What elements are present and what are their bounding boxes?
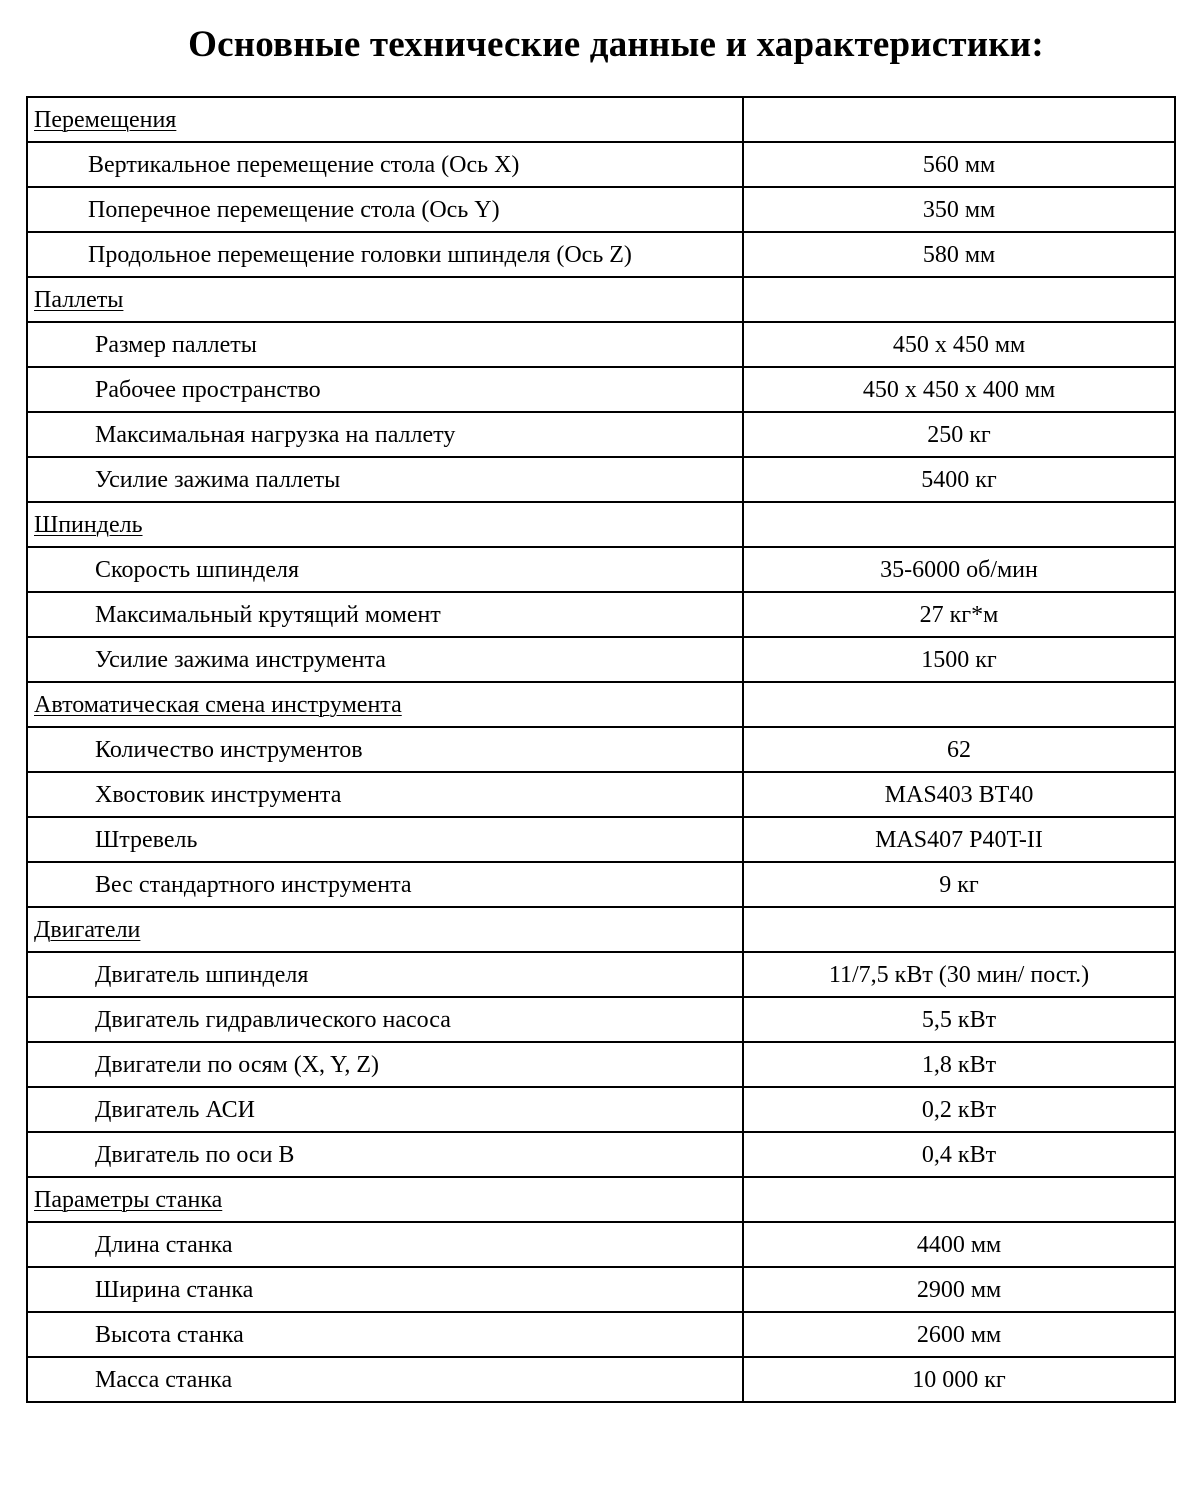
section-heading-cell — [27, 907, 743, 952]
table-row — [27, 637, 1175, 682]
table-row — [27, 322, 1175, 367]
section-heading-cell — [27, 682, 743, 727]
table-row — [27, 1042, 1175, 1087]
parameter-label: Вертикальное перемещение стола (Ось X) — [27, 142, 743, 187]
parameter-value: 4400 мм — [743, 1222, 1175, 1267]
parameter-label: Количество инструментов — [27, 727, 743, 772]
parameter-value: 5400 кг — [743, 457, 1175, 502]
section-row — [27, 502, 1175, 547]
section-heading-cell — [27, 277, 743, 322]
parameter-label: Максимальный крутящий момент — [27, 592, 743, 637]
parameter-label: Двигатели по осям (X, Y, Z) — [27, 1042, 743, 1087]
table-row — [27, 457, 1175, 502]
parameter-label: Двигатель АСИ — [27, 1087, 743, 1132]
parameter-value: 62 — [743, 727, 1175, 772]
specifications-table — [26, 96, 1176, 1403]
table-row — [27, 1357, 1175, 1402]
table-row — [27, 772, 1175, 817]
section-row — [27, 97, 1175, 142]
parameter-value: 27 кг*м — [743, 592, 1175, 637]
parameter-label: Двигатель гидравлического насоса — [27, 997, 743, 1042]
section-empty-value-cell — [743, 277, 1175, 322]
parameter-label: Размер паллеты — [27, 322, 743, 367]
table-row — [27, 1267, 1175, 1312]
parameter-value: MAS407 P40T-II — [743, 817, 1175, 862]
section-heading: Шпиндель — [34, 511, 143, 538]
parameter-value: 11/7,5 кВт (30 мин/ пост.) — [743, 952, 1175, 997]
section-heading: Двигатели — [34, 916, 141, 943]
parameter-label: Поперечное перемещение стола (Ось Y) — [27, 187, 743, 232]
parameter-value: 450 х 450 мм — [743, 322, 1175, 367]
parameter-label: Рабочее пространство — [27, 367, 743, 412]
parameter-value: 5,5 кВт — [743, 997, 1175, 1042]
table-row — [27, 142, 1175, 187]
parameter-label: Усилие зажима инструмента — [27, 637, 743, 682]
parameter-label: Ширина станка — [27, 1267, 743, 1312]
table-row — [27, 1132, 1175, 1177]
table-row — [27, 547, 1175, 592]
table-row — [27, 367, 1175, 412]
specifications-table-body — [27, 97, 1175, 1402]
section-row — [27, 1177, 1175, 1222]
parameter-value: 250 кг — [743, 412, 1175, 457]
parameter-value: 0,2 кВт — [743, 1087, 1175, 1132]
section-empty-value-cell — [743, 907, 1175, 952]
parameter-value: 450 х 450 х 400 мм — [743, 367, 1175, 412]
section-empty-value-cell — [743, 1177, 1175, 1222]
parameter-label: Масса станка — [27, 1357, 743, 1402]
table-row — [27, 862, 1175, 907]
parameter-label: Хвостовик инструмента — [27, 772, 743, 817]
parameter-label: Штревель — [27, 817, 743, 862]
section-heading-cell — [27, 1177, 743, 1222]
parameter-label: Длина станка — [27, 1222, 743, 1267]
parameter-label: Продольное перемещение головки шпинделя (Ось Z) — [27, 232, 743, 277]
parameter-label: Двигатель по оси В — [27, 1132, 743, 1177]
parameter-label: Двигатель шпинделя — [27, 952, 743, 997]
table-row — [27, 1087, 1175, 1132]
parameter-value: 0,4 кВт — [743, 1132, 1175, 1177]
section-empty-value-cell — [743, 97, 1175, 142]
section-heading: Автоматическая смена инструмента — [34, 691, 402, 718]
parameter-value: MAS403 BT40 — [743, 772, 1175, 817]
parameter-label: Скорость шпинделя — [27, 547, 743, 592]
table-row — [27, 187, 1175, 232]
section-heading: Перемещения — [34, 106, 177, 133]
parameter-value: 1500 кг — [743, 637, 1175, 682]
section-row — [27, 682, 1175, 727]
section-heading: Паллеты — [34, 286, 124, 313]
section-heading-cell — [27, 97, 743, 142]
parameter-value: 560 мм — [743, 142, 1175, 187]
parameter-value: 2600 мм — [743, 1312, 1175, 1357]
parameter-value: 35-6000 об/мин — [743, 547, 1175, 592]
section-empty-value-cell — [743, 502, 1175, 547]
section-heading: Параметры станка — [34, 1186, 223, 1213]
parameter-label: Вес стандартного инструмента — [27, 862, 743, 907]
parameter-value: 350 мм — [743, 187, 1175, 232]
table-row — [27, 592, 1175, 637]
parameter-value: 2900 мм — [743, 1267, 1175, 1312]
table-row — [27, 952, 1175, 997]
table-row — [27, 997, 1175, 1042]
parameter-value: 1,8 кВт — [743, 1042, 1175, 1087]
parameter-label: Высота станка — [27, 1312, 743, 1357]
table-row — [27, 232, 1175, 277]
parameter-value: 9 кг — [743, 862, 1175, 907]
document-title: Основные технические данные и характеристики: — [188, 24, 1044, 65]
table-row — [27, 817, 1175, 862]
table-row — [27, 727, 1175, 772]
section-row — [27, 907, 1175, 952]
section-empty-value-cell — [743, 682, 1175, 727]
table-row — [27, 1312, 1175, 1357]
parameter-label: Усилие зажима паллеты — [27, 457, 743, 502]
section-row — [27, 277, 1175, 322]
parameter-value: 580 мм — [743, 232, 1175, 277]
section-heading-cell — [27, 502, 743, 547]
table-row — [27, 1222, 1175, 1267]
parameter-value: 10 000 кг — [743, 1357, 1175, 1402]
table-row — [27, 412, 1175, 457]
parameter-label: Максимальная нагрузка на паллету — [27, 412, 743, 457]
